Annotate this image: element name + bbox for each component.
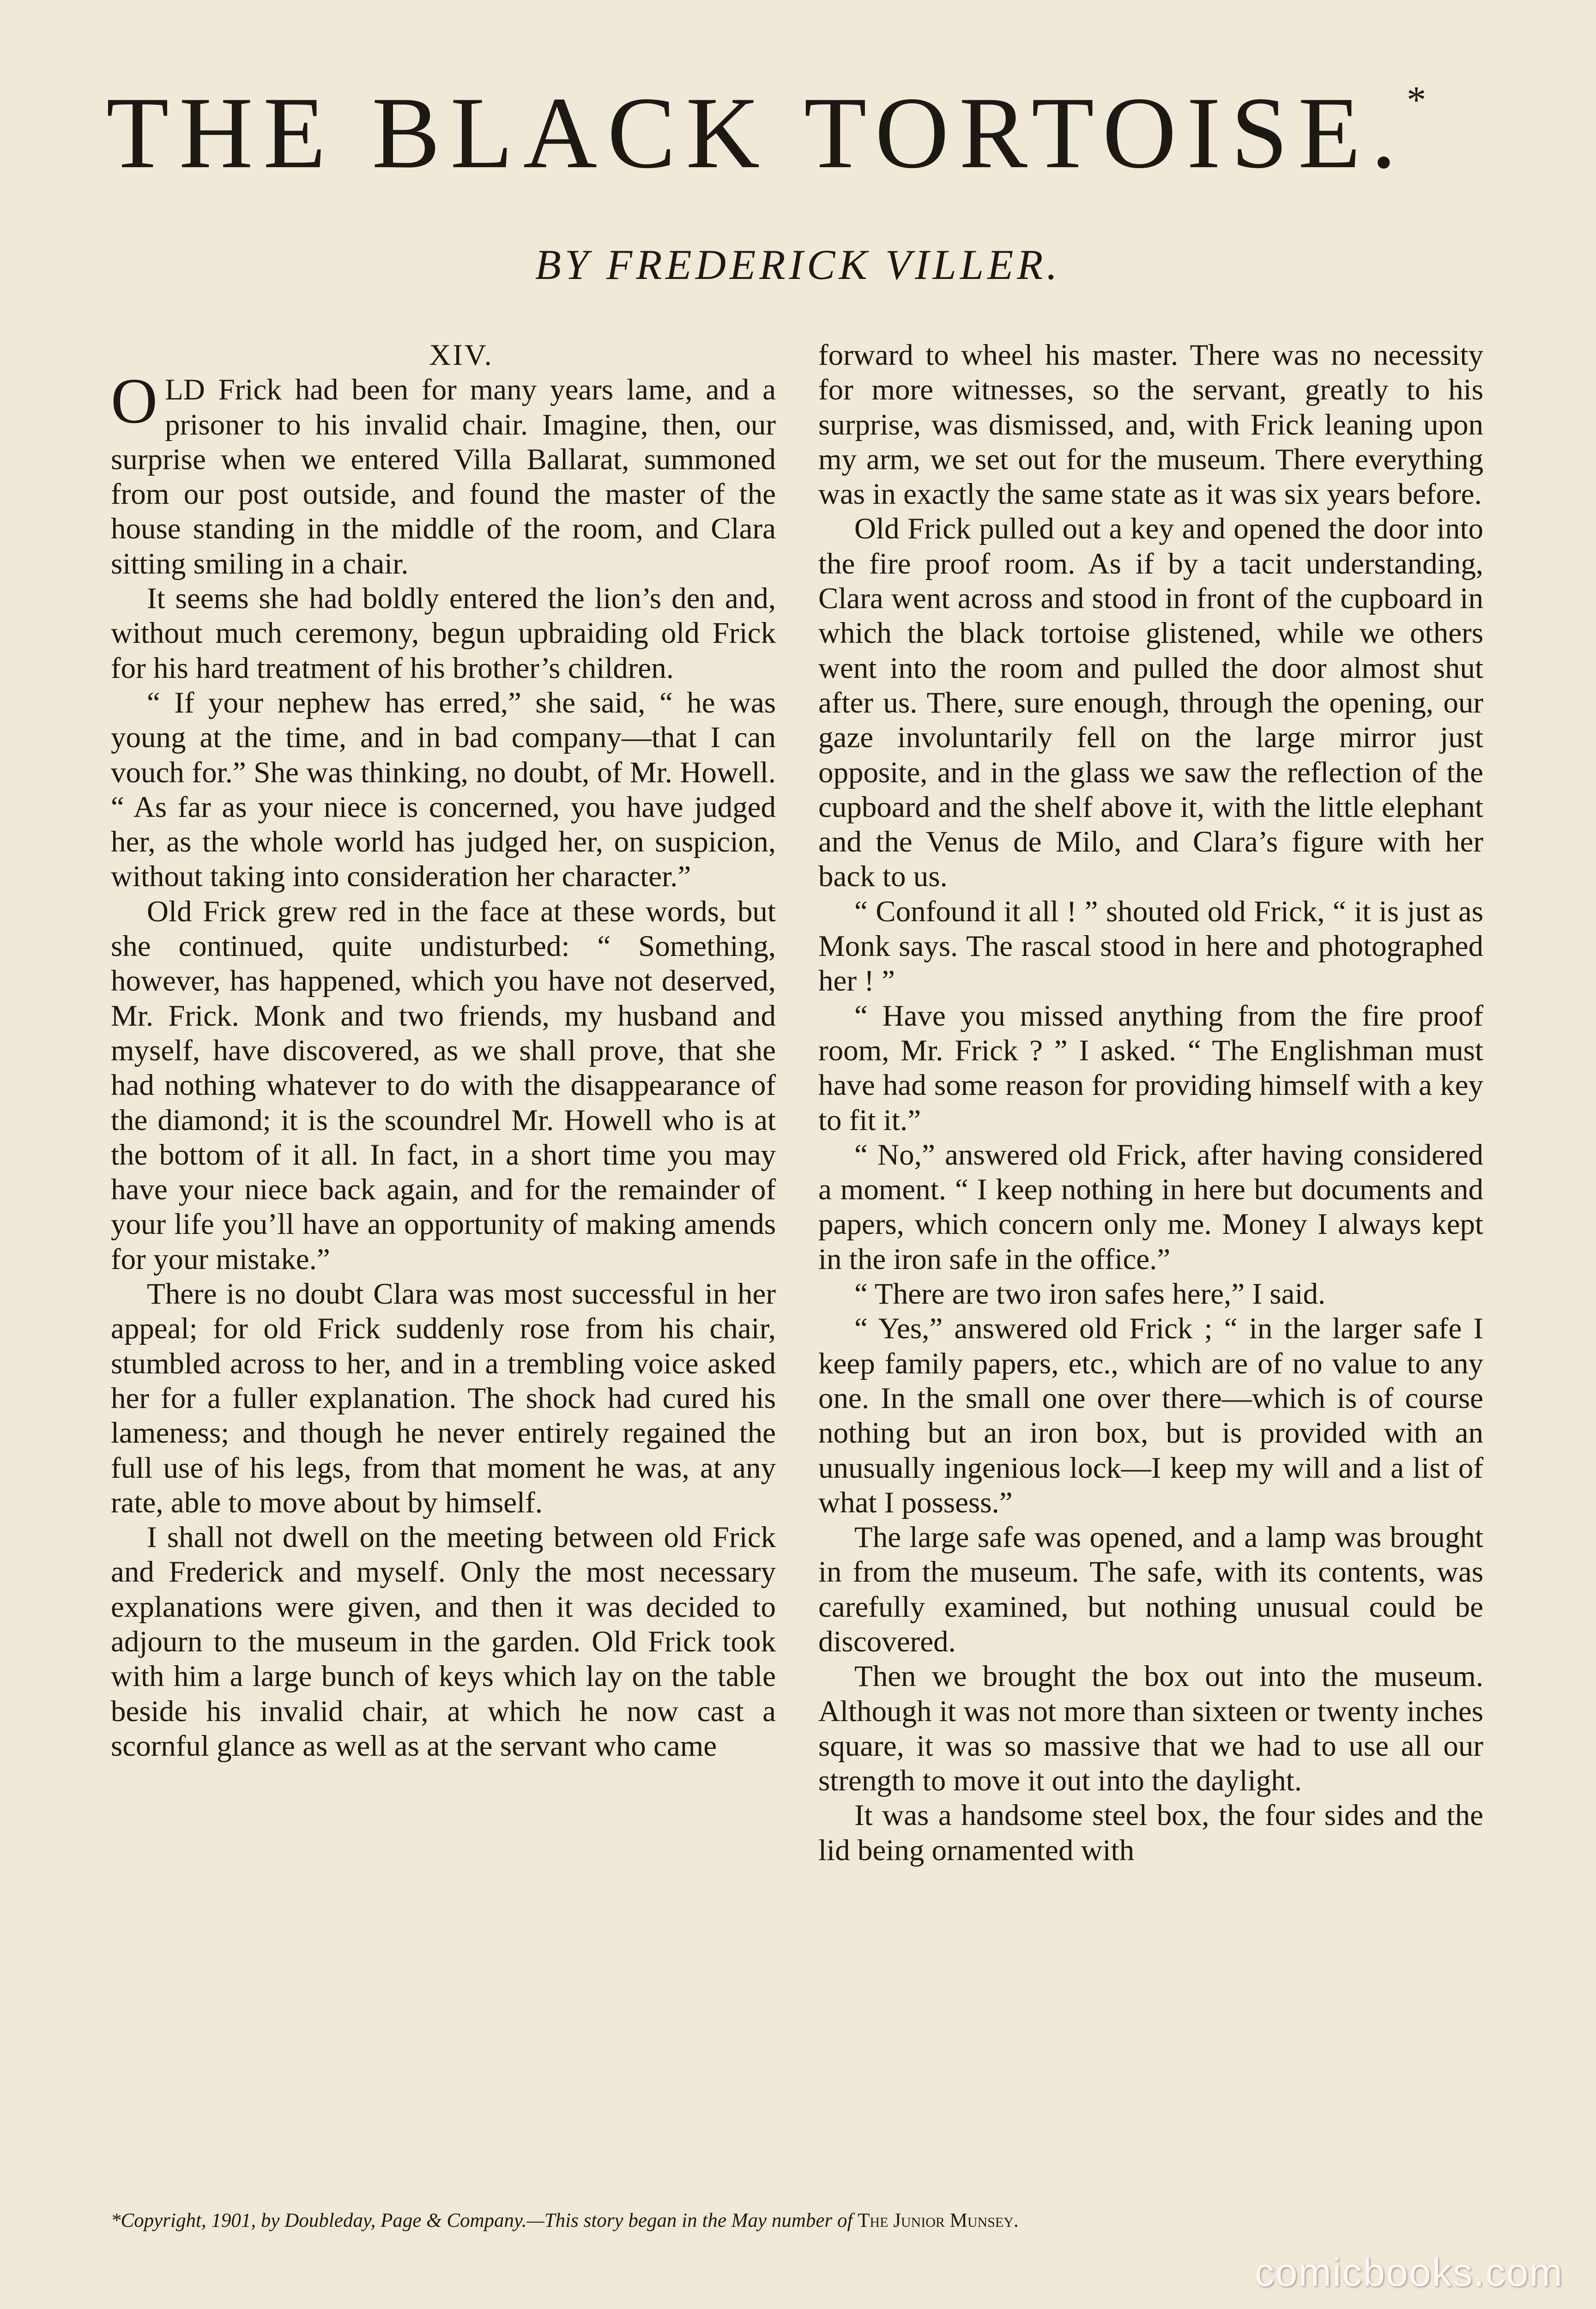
paragraph: Old Frick grew red in the face at these words, but she continued, quite undisturbed: “ Something, however, has happened, which you have not deserved, Mr. Frick. Monk and two friends, my husband and myself, have discovered, as we shall prove, that she had nothing whatever to do with the disappearance of the diamond; it is the scoundrel Mr. Howell who is at the bottom of it all. In fact, in a short time you may have your niece back again, and for the remainder of your life you’ll have an opportunity of making amends for your mistake.” [111,895,776,1276]
story-title [106,76,1482,190]
paragraph: “ Have you missed anything from the fire proof room, Mr. Frick ? ” I asked. “ The Englishman must have had some reason for providing himself with a key to fit it.” [818,999,1483,1137]
paragraph: “ If your nephew has erred,” she said, “ he was young at the time, and in bad company—that I can vouch for.” She was thinking, no doubt, of Mr. Howell. “ As far as your niece is concerned, you have judged her, as the whole world has judged her, on suspicion, without taking into consideration her character.” [111,686,776,894]
copyright-footnote [111,2209,1487,2232]
paragraph: “ No,” answered old Frick, after having considered a moment. “ I keep nothing in here but documents and papers, which concern only me. Money I always kept in the iron safe in the office.” [818,1138,1483,1276]
paragraph: It was a handsome steel box, the four sides and the lid being ornamented with [818,1799,1483,1867]
paragraph: There is no doubt Clara was most successful in her appeal; for old Frick suddenly rose from his chair, stumbled across to her, and in a trembling voice asked her for a fuller explanation. The shock had cured his lameness; and though he never entirely regained the full use of his legs, from that moment he was, at any rate, able to move about by himself. [111,1277,776,1519]
paragraph: forward to wheel his master. There was no necessity for more witnesses, so the servant, greatly to his surprise, was dismissed, and, with Frick leaning upon my arm, we set out for the museum. There everything was in exactly the same state as it was six years before. [818,338,1483,511]
title-text: THE BLACK TORTOISE. [106,76,1407,190]
paragraph [111,365,776,581]
paragraph: “ Yes,” answered old Frick ; “ in the larger safe I keep family papers, etc., which are of no value to any one. In the small one over there—which is of course nothing but an iron box, but is provided with an unusually ingenious lock—I keep my will and a list of what I possess.” [818,1312,1483,1519]
left-column [111,338,776,1764]
paragraph: Old Frick pulled out a key and opened the door into the fire proof room. As if by a tacit understanding, Clara went across and stood in front of the cupboard in which the black tortoise glistened, while we others went into the room and pulled the door almost shut after us. There, sure enough, through the opening, our gaze involuntarily fell on the large mirror just opposite, and in the glass we saw the reflection of the cupboard and the shelf above it, with the little elephant and the Venus de Milo, and Clara’s figure with her back to us. [818,512,1483,894]
paragraph: I shall not dwell on the meeting between old Frick and Frederick and myself. Only the most necessary explanations were given, and then it was decided to adjourn to the museum in the garden. Old Frick took with him a large bunch of keys which lay on the table beside his invalid chair, at which he now cast a scornful glance as well as at the servant who came [111,1521,776,1763]
magazine-name: The Junior Munsey. [858,2210,1019,2231]
paragraph: It seems she had boldly entered the lion’s den and, without much ceremony, begun upbraiding old Frick for his hard treatment of his brother’s children. [111,582,776,685]
paragraph-text: LD Frick had been for many years lame, and a prisoner to his invalid chair. Imagine, then, our surprise when we entered Villa Ballarat, summoned from our post outside, and found the master of the house standing in the middle of the room, and Clara sitting smiling in a chair. [111,373,776,580]
paragraph: The large safe was opened, and a lamp was brought in from the museum. The safe, with its contents, was carefully examined, but nothing unusual could be discovered. [818,1521,1483,1658]
paragraph: Then we brought the box out into the museum. Although it was not more than sixteen or twenty inches square, it was so massive that we had to use all our strength to move it out into the daylight. [818,1660,1483,1798]
drop-cap: O [111,365,158,437]
paragraph: “ Confound it all ! ” shouted old Frick, “ it is just as Monk says. The rascal stood in here and photographed her ! ” [818,895,1483,998]
right-column [818,338,1483,1868]
title-footnote-mark: * [1407,79,1426,121]
paragraph: “ There are two iron safes here,” I said. [854,1277,1326,1311]
byline: BY FREDERICK VILLER. [535,241,1061,288]
site-watermark: comicbooks.com [1254,2250,1563,2295]
chapter-number: XIV. [429,338,494,372]
footnote-text: *Copyright, 1901, by Doubleday, Page & Company.—This story began in the May number of [111,2210,853,2231]
